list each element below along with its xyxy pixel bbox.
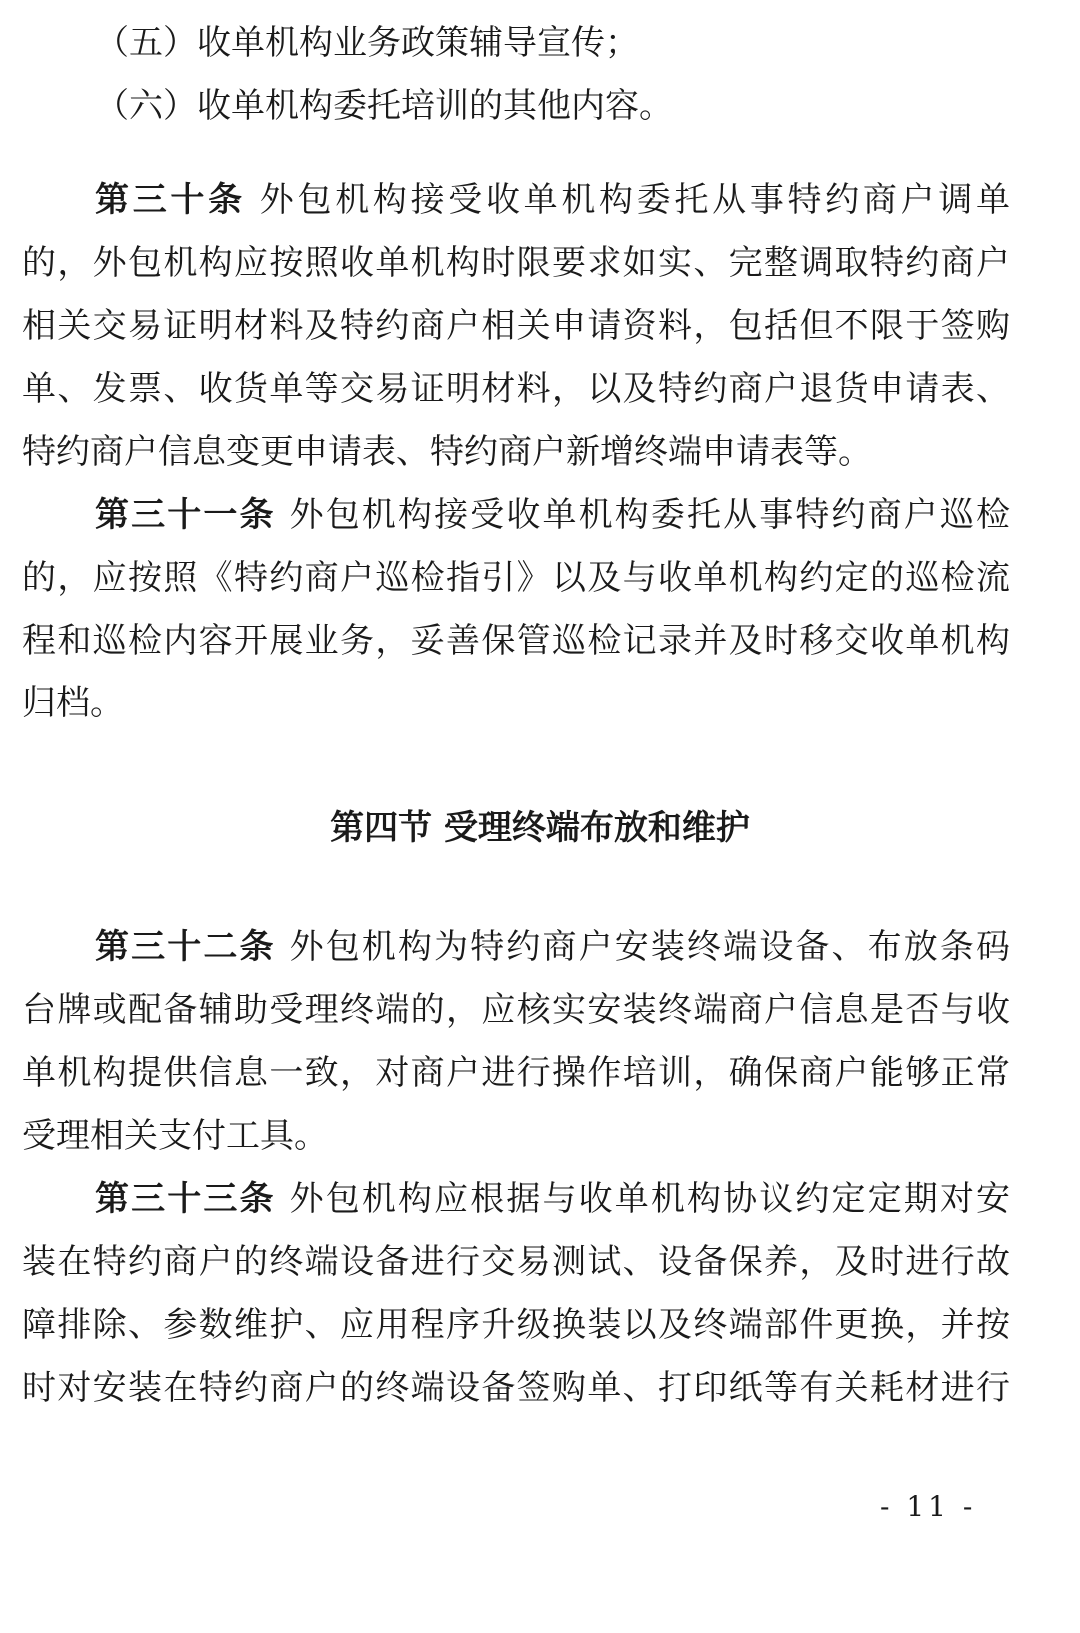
article-title: 第三十三条 xyxy=(95,1179,276,1219)
list-item: （六）收单机构委托培训的其他内容。 xyxy=(95,86,673,126)
paragraph-text: 外包机构接受收单机构委托从事特约商户调单 xyxy=(259,180,1011,220)
page-number: - 11 - xyxy=(880,1490,977,1523)
article-title: 第三十二条 xyxy=(95,927,276,967)
article-32-first-line xyxy=(95,924,1010,970)
paragraph-line: 相关交易证明材料及特约商户相关申请资料，包括但不限于签购 xyxy=(22,306,1010,346)
paragraph-line: 的，外包机构应按照收单机构时限要求如实、完整调取特约商户 xyxy=(22,243,1010,283)
paragraph-line: 特约商户信息变更申请表、特约商户新增终端申请表等。 xyxy=(22,432,872,472)
paragraph-line: 障排除、参数维护、应用程序升级换装以及终端部件更换，并按 xyxy=(22,1305,1010,1345)
paragraph-text: 外包机构为特约商户安装终端设备、布放条码 xyxy=(289,927,1010,967)
paragraph-line: 台牌或配备辅助受理终端的，应核实安装终端商户信息是否与收 xyxy=(22,990,1010,1030)
article-title: 第三十条 xyxy=(95,180,246,220)
article-31-first-line xyxy=(95,492,1010,538)
paragraph-text: 外包机构应根据与收单机构协议约定定期对安 xyxy=(289,1179,1010,1219)
paragraph-line: 归档。 xyxy=(22,683,124,723)
list-item: （五）收单机构业务政策辅导宣传； xyxy=(95,23,639,63)
paragraph-line: 的，应按照《特约商户巡检指引》以及与收单机构约定的巡检流 xyxy=(22,558,1010,598)
section-heading: 第四节 受理终端布放和维护 xyxy=(330,808,750,848)
paragraph-line: 单、发票、收货单等交易证明材料，以及特约商户退货申请表、 xyxy=(22,369,1010,409)
paragraph-text: 外包机构接受收单机构委托从事特约商户巡检 xyxy=(289,495,1010,535)
paragraph-line: 受理相关支付工具。 xyxy=(22,1116,328,1156)
article-33-first-line xyxy=(95,1176,1010,1222)
paragraph-line: 装在特约商户的终端设备进行交易测试、设备保养，及时进行故 xyxy=(22,1242,1010,1282)
article-title: 第三十一条 xyxy=(95,495,276,535)
paragraph-line: 时对安装在特约商户的终端设备签购单、打印纸等有关耗材进行 xyxy=(22,1368,1010,1408)
article-30-first-line xyxy=(95,177,1010,223)
paragraph-line: 程和巡检内容开展业务，妥善保管巡检记录并及时移交收单机构 xyxy=(22,621,1010,661)
paragraph-line: 单机构提供信息一致，对商户进行操作培训，确保商户能够正常 xyxy=(22,1053,1010,1093)
